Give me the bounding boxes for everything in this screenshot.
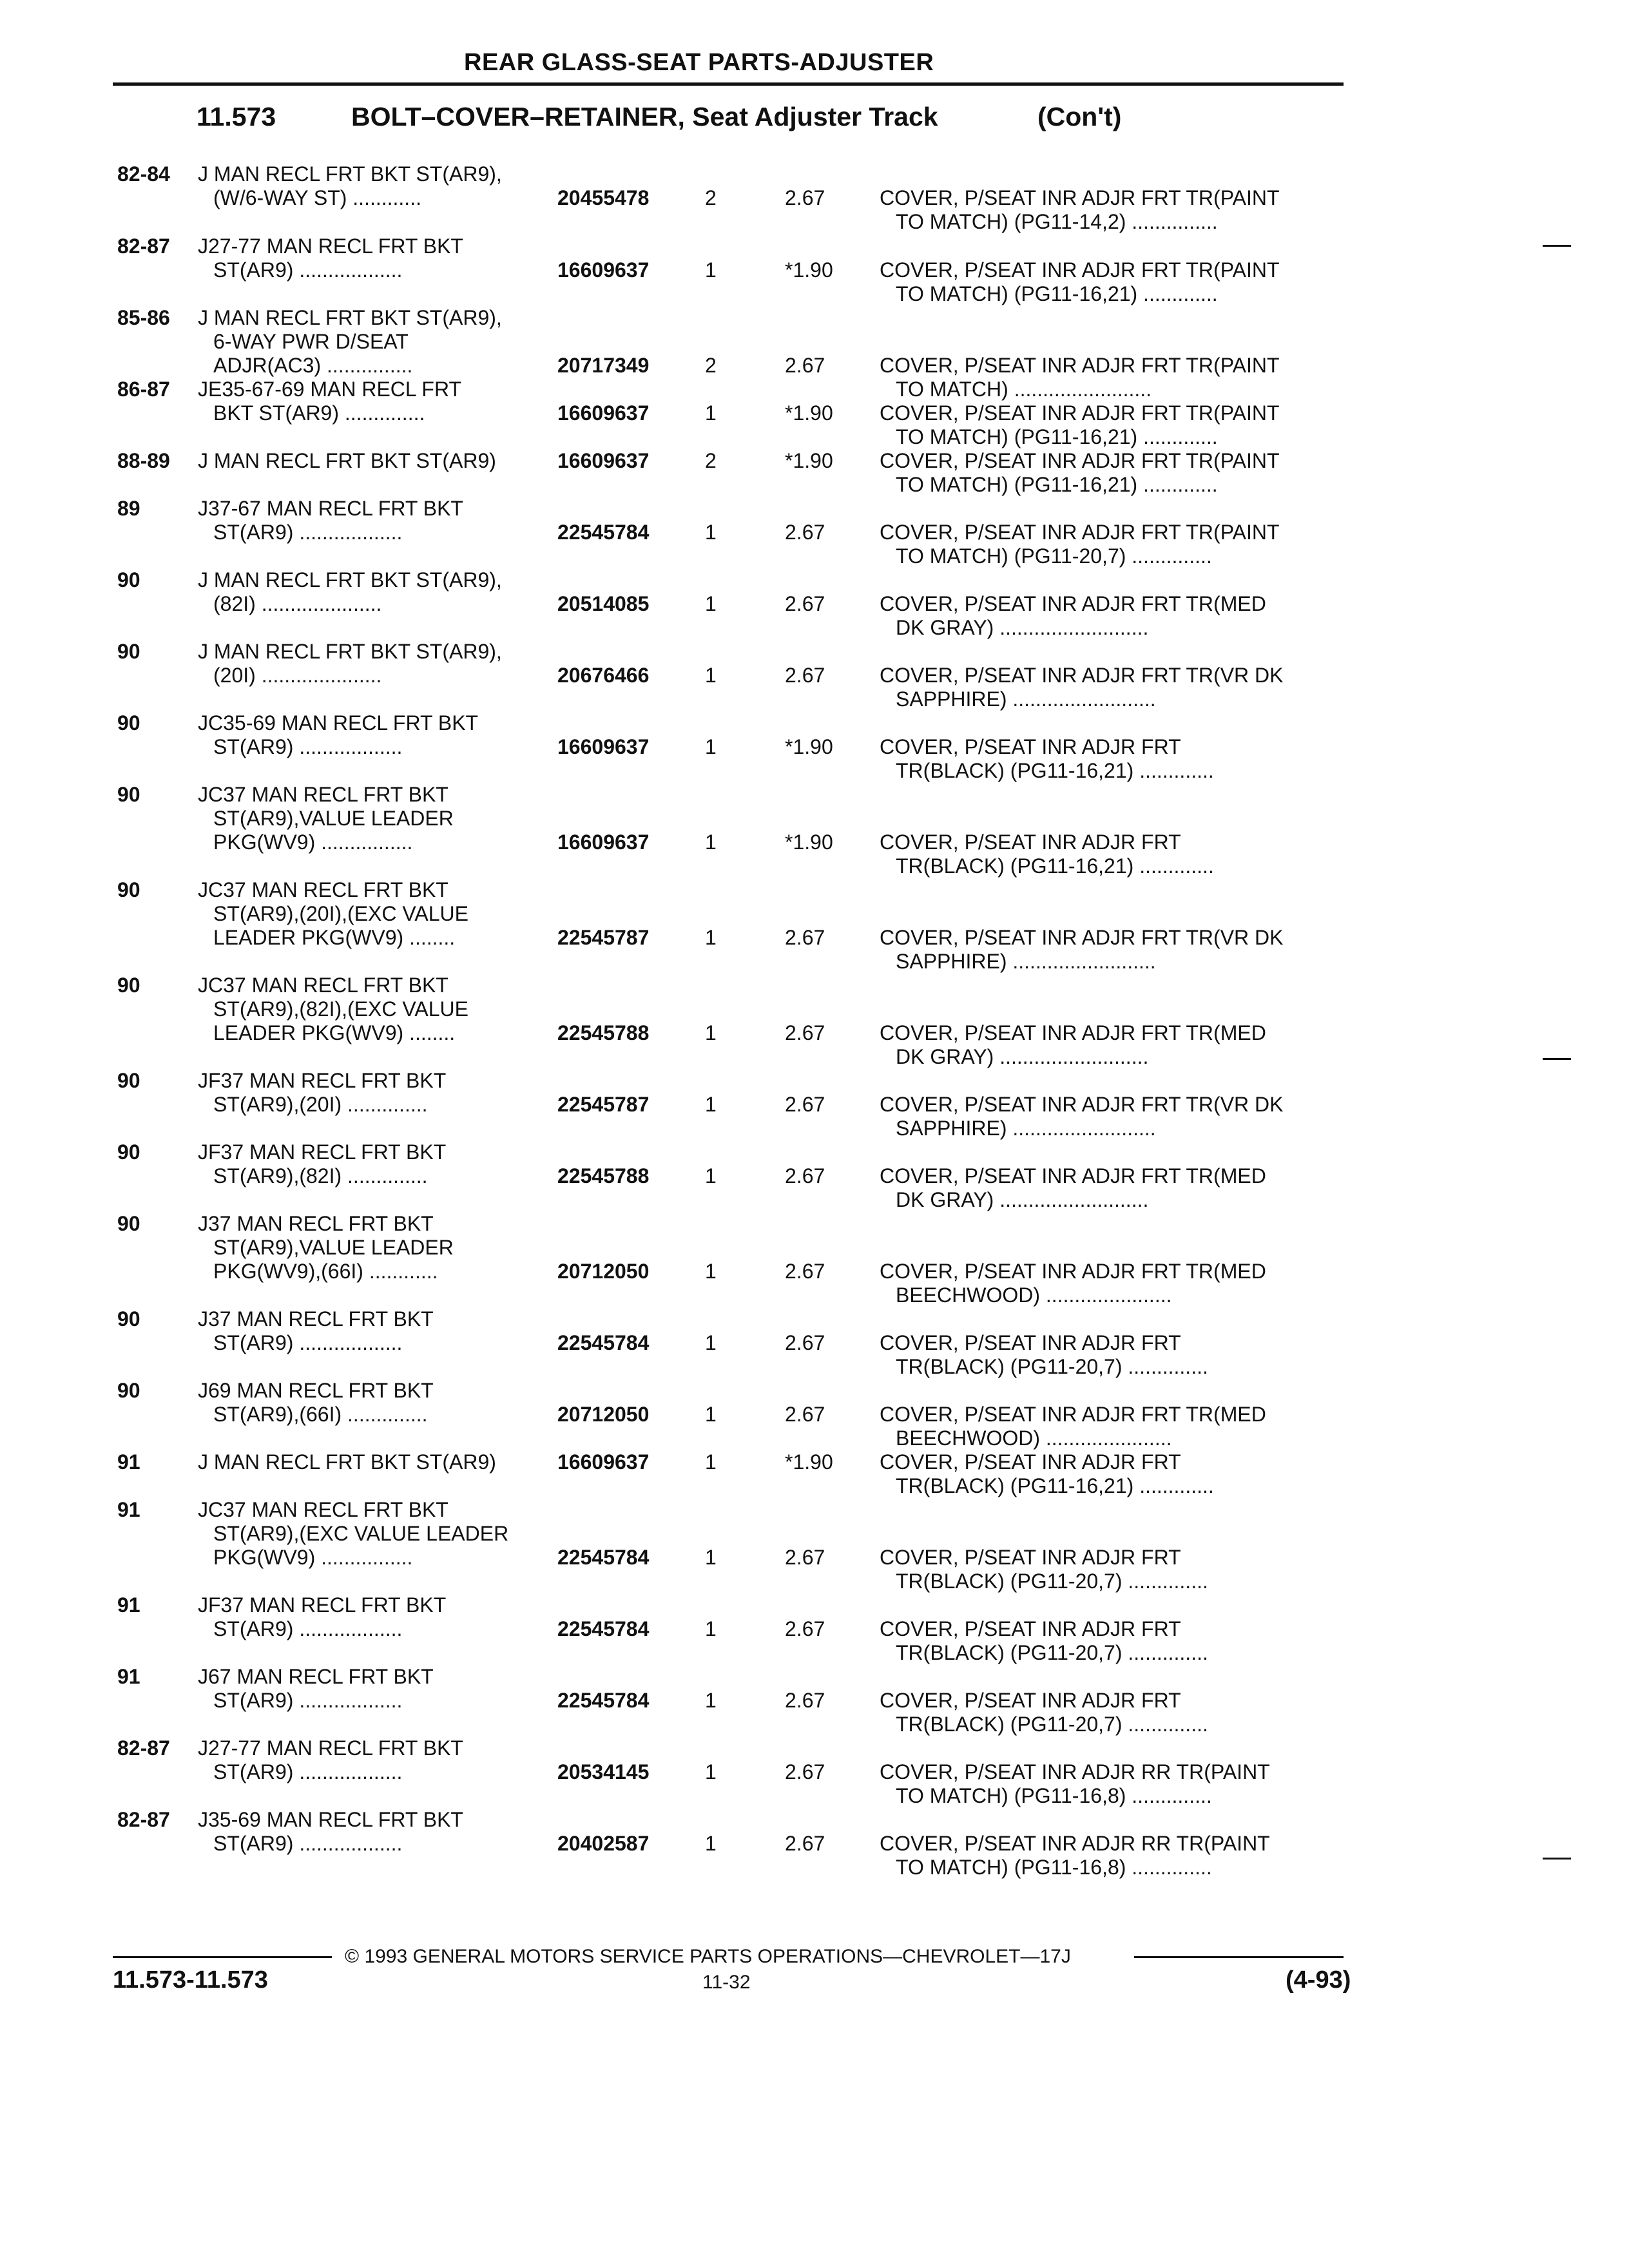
entry-quantity: 1 — [705, 1403, 717, 1426]
entry-description-line: ST(AR9),(20I),(EXC VALUE — [213, 902, 468, 925]
section-continued: (Con't) — [1037, 102, 1122, 131]
entry-part-number: 20455478 — [557, 186, 650, 209]
entry-cover-line: TO MATCH) (PG11-16,8) .............. — [896, 1856, 1212, 1879]
entry-quantity: 2 — [705, 186, 717, 209]
entry-quantity: 1 — [705, 926, 717, 949]
entry-description-line: PKG(WV9) ................ — [213, 1546, 413, 1569]
entry-description-line: (20I) ..................... — [213, 664, 382, 687]
entry-description-line: ST(AR9),(EXC VALUE LEADER — [213, 1522, 509, 1545]
entry-description-line: ST(AR9),(82I),(EXC VALUE — [213, 997, 468, 1021]
entry-description-line: LEADER PKG(WV9) ........ — [213, 926, 456, 949]
entry-price: *1.90 — [785, 1450, 833, 1474]
entry-description-line: PKG(WV9) ................ — [213, 831, 413, 854]
entry-description-line: JF37 MAN RECL FRT BKT — [198, 1069, 447, 1092]
entry-description-line: JC37 MAN RECL FRT BKT — [198, 1498, 448, 1521]
entry-quantity: 1 — [705, 1450, 717, 1474]
entry-years: 82-84 — [117, 162, 170, 186]
entry-cover-line: COVER, P/SEAT INR ADJR FRT TR(VR DK — [880, 926, 1284, 949]
entry-years: 91 — [117, 1450, 140, 1474]
entry-price: 2.67 — [785, 664, 825, 687]
entry-part-number: 22545784 — [557, 1617, 650, 1640]
entry-description-line: ST(AR9) .................. — [213, 521, 403, 544]
entry-cover-line: COVER, P/SEAT INR ADJR FRT TR(PAINT — [880, 354, 1280, 377]
margin-tick — [1543, 245, 1571, 247]
entry-cover-line: TR(BLACK) (PG11-20,7) .............. — [896, 1713, 1208, 1736]
margin-tick — [1543, 1858, 1571, 1860]
entry-part-number: 20402587 — [557, 1832, 650, 1855]
entry-quantity: 1 — [705, 258, 717, 282]
entry-cover-line: COVER, P/SEAT INR ADJR RR TR(PAINT — [880, 1832, 1270, 1855]
entry-quantity: 1 — [705, 1093, 717, 1116]
entry-part-number: 16609637 — [557, 831, 650, 854]
entry-description-line: J27-77 MAN RECL FRT BKT — [198, 1736, 463, 1760]
entry-cover-line: COVER, P/SEAT INR ADJR FRT — [880, 1546, 1181, 1569]
entry-quantity: 1 — [705, 1617, 717, 1640]
entry-part-number: 22545784 — [557, 1546, 650, 1569]
entry-quantity: 1 — [705, 1689, 717, 1712]
entry-price: *1.90 — [785, 449, 833, 472]
entry-years: 90 — [117, 1069, 140, 1092]
entry-description-line: ST(AR9) .................. — [213, 258, 403, 282]
entry-years: 82-87 — [117, 235, 170, 258]
entry-part-number: 22545784 — [557, 1689, 650, 1712]
entry-part-number: 22545784 — [557, 1331, 650, 1354]
margin-tick — [1543, 1058, 1571, 1060]
entry-quantity: 1 — [705, 735, 717, 758]
entry-part-number: 20712050 — [557, 1403, 650, 1426]
entry-description-line: JC37 MAN RECL FRT BKT — [198, 974, 448, 997]
entry-cover-line: COVER, P/SEAT INR ADJR FRT TR(MED — [880, 1403, 1266, 1426]
entry-years: 82-87 — [117, 1736, 170, 1760]
entry-cover-line: COVER, P/SEAT INR ADJR FRT TR(PAINT — [880, 521, 1280, 544]
entry-part-number: 22545788 — [557, 1021, 650, 1044]
entry-description-line: ST(AR9) .................. — [213, 1760, 403, 1783]
entry-cover-line: TO MATCH) (PG11-16,21) ............. — [896, 282, 1218, 305]
entry-cover-line: COVER, P/SEAT INR ADJR FRT TR(PAINT — [880, 401, 1280, 425]
entry-description-line: J35-69 MAN RECL FRT BKT — [198, 1808, 463, 1831]
entry-cover-line: TO MATCH) (PG11-20,7) .............. — [896, 544, 1212, 568]
entry-years: 90 — [117, 568, 140, 591]
entry-cover-line: SAPPHIRE) ......................... — [896, 950, 1156, 973]
entry-description-line: J37-67 MAN RECL FRT BKT — [198, 497, 463, 520]
page-title: REAR GLASS-SEAT PARTS-ADJUSTER — [464, 49, 934, 76]
entry-cover-line: COVER, P/SEAT INR ADJR FRT TR(MED — [880, 1164, 1266, 1187]
entry-years: 86-87 — [117, 378, 170, 401]
entry-part-number: 22545788 — [557, 1164, 650, 1187]
entry-cover-line: DK GRAY) .......................... — [896, 616, 1149, 639]
entry-years: 90 — [117, 1379, 140, 1402]
entry-cover-line: SAPPHIRE) ......................... — [896, 687, 1156, 711]
entry-cover-line: TO MATCH) (PG11-16,21) ............. — [896, 425, 1218, 448]
entry-years: 91 — [117, 1498, 140, 1521]
entry-description-line: JC35-69 MAN RECL FRT BKT — [198, 711, 479, 735]
entry-price: 2.67 — [785, 1760, 825, 1783]
entry-description-line: ST(AR9) .................. — [213, 1832, 403, 1855]
entry-cover-line: TO MATCH) (PG11-16,8) .............. — [896, 1784, 1212, 1807]
entry-part-number: 20534145 — [557, 1760, 650, 1783]
entry-cover-line: COVER, P/SEAT INR ADJR FRT TR(PAINT — [880, 449, 1280, 472]
footer-copyright: © 1993 GENERAL MOTORS SERVICE PARTS OPERATIONS—CHEVROLET—17J — [345, 1946, 1071, 1967]
entry-description-line: (82I) ..................... — [213, 592, 382, 615]
entry-cover-line: SAPPHIRE) ......................... — [896, 1117, 1156, 1140]
entry-price: 2.67 — [785, 354, 825, 377]
entry-description-line: ST(AR9),VALUE LEADER — [213, 807, 454, 830]
title-rule — [113, 82, 1344, 86]
entry-part-number: 22545787 — [557, 926, 650, 949]
entry-years: 90 — [117, 640, 140, 663]
entry-quantity: 1 — [705, 1164, 717, 1187]
entry-price: 2.67 — [785, 926, 825, 949]
entry-cover-line: COVER, P/SEAT INR ADJR FRT — [880, 1617, 1181, 1640]
entry-quantity: 2 — [705, 354, 717, 377]
entry-price: 2.67 — [785, 1093, 825, 1116]
entry-description-line: J MAN RECL FRT BKT ST(AR9), — [198, 640, 502, 663]
entry-years: 90 — [117, 878, 140, 901]
entry-cover-line: TR(BLACK) (PG11-20,7) .............. — [896, 1355, 1208, 1378]
entry-price: *1.90 — [785, 831, 833, 854]
entry-cover-line: TR(BLACK) (PG11-16,21) ............. — [896, 854, 1214, 878]
entry-price: 2.67 — [785, 1164, 825, 1187]
entry-years: 90 — [117, 974, 140, 997]
entry-quantity: 1 — [705, 1832, 717, 1855]
entry-quantity: 1 — [705, 521, 717, 544]
entry-cover-line: COVER, P/SEAT INR ADJR FRT TR(VR DK — [880, 664, 1284, 687]
entry-years: 90 — [117, 1307, 140, 1331]
entry-price: *1.90 — [785, 735, 833, 758]
entry-quantity: 1 — [705, 401, 717, 425]
entry-price: 2.67 — [785, 1832, 825, 1855]
entry-price: *1.90 — [785, 258, 833, 282]
entry-cover-line: TR(BLACK) (PG11-20,7) .............. — [896, 1570, 1208, 1593]
entry-description-line: ST(AR9),(66I) .............. — [213, 1403, 428, 1426]
entry-quantity: 1 — [705, 1021, 717, 1044]
entry-price: 2.67 — [785, 1331, 825, 1354]
entry-years: 91 — [117, 1665, 140, 1688]
entry-cover-line: COVER, P/SEAT INR ADJR FRT — [880, 831, 1181, 854]
entry-description-line: ST(AR9),(82I) .............. — [213, 1164, 428, 1187]
entry-price: 2.67 — [785, 1546, 825, 1569]
entry-quantity: 1 — [705, 831, 717, 854]
entry-description-line: J27-77 MAN RECL FRT BKT — [198, 235, 463, 258]
entry-cover-line: COVER, P/SEAT INR ADJR FRT — [880, 1331, 1181, 1354]
entry-description-line: J69 MAN RECL FRT BKT — [198, 1379, 434, 1402]
entry-cover-line: COVER, P/SEAT INR ADJR FRT TR(MED — [880, 592, 1266, 615]
entry-description-line: ST(AR9),(20I) .............. — [213, 1093, 428, 1116]
footer-rule-right — [1134, 1956, 1344, 1958]
entry-cover-line: TO MATCH) (PG11-14,2) ............... — [896, 210, 1218, 233]
entry-cover-line: TO MATCH) ........................ — [896, 378, 1152, 401]
entry-cover-line: DK GRAY) .......................... — [896, 1045, 1149, 1068]
entry-price: 2.67 — [785, 592, 825, 615]
entry-price: 2.67 — [785, 1617, 825, 1640]
entry-description-line: 6-WAY PWR D/SEAT — [213, 330, 409, 353]
entry-description-line: JC37 MAN RECL FRT BKT — [198, 878, 448, 901]
entry-price: 2.67 — [785, 1021, 825, 1044]
entry-part-number: 20676466 — [557, 664, 650, 687]
entry-description-line: ST(AR9),VALUE LEADER — [213, 1236, 454, 1259]
entry-cover-line: BEECHWOOD) ...................... — [896, 1283, 1172, 1307]
entry-quantity: 1 — [705, 1760, 717, 1783]
entry-cover-line: COVER, P/SEAT INR ADJR FRT TR(PAINT — [880, 186, 1280, 209]
entry-quantity: 1 — [705, 1331, 717, 1354]
entry-description-line: PKG(WV9),(66I) ............ — [213, 1260, 438, 1283]
entry-part-number: 16609637 — [557, 1450, 650, 1474]
entry-description-line: ST(AR9) .................. — [213, 1689, 403, 1712]
entry-years: 90 — [117, 1140, 140, 1164]
entry-description-line: J MAN RECL FRT BKT ST(AR9), — [198, 162, 502, 186]
entry-cover-line: COVER, P/SEAT INR ADJR FRT — [880, 1689, 1181, 1712]
entry-cover-line: COVER, P/SEAT INR ADJR FRT — [880, 735, 1181, 758]
entry-quantity: 1 — [705, 592, 717, 615]
footer-date: (4-93) — [1286, 1966, 1351, 1994]
entry-description-line: J37 MAN RECL FRT BKT — [198, 1212, 434, 1235]
section-title: BOLT–COVER–RETAINER, Seat Adjuster Track — [351, 102, 938, 131]
entry-price: 2.67 — [785, 1689, 825, 1712]
entry-years: 88-89 — [117, 449, 170, 472]
entry-years: 90 — [117, 783, 140, 806]
entry-cover-line: COVER, P/SEAT INR ADJR FRT TR(PAINT — [880, 258, 1280, 282]
entry-cover-line: TR(BLACK) (PG11-16,21) ............. — [896, 1474, 1214, 1497]
entry-price: 2.67 — [785, 521, 825, 544]
entry-description-line: ST(AR9) .................. — [213, 1617, 403, 1640]
entry-description-line: ST(AR9) .................. — [213, 735, 403, 758]
entry-cover-line: COVER, P/SEAT INR ADJR RR TR(PAINT — [880, 1760, 1270, 1783]
entry-description-line: (W/6-WAY ST) ............ — [213, 186, 421, 209]
entry-description-line: ADJR(AC3) ............... — [213, 354, 413, 377]
entry-description-line: J37 MAN RECL FRT BKT — [198, 1307, 434, 1331]
entry-description-line: JF37 MAN RECL FRT BKT — [198, 1140, 447, 1164]
entry-description-line: JC37 MAN RECL FRT BKT — [198, 783, 448, 806]
entry-part-number: 20717349 — [557, 354, 650, 377]
entry-part-number: 16609637 — [557, 258, 650, 282]
entry-part-number: 16609637 — [557, 449, 650, 472]
entry-price: 2.67 — [785, 1260, 825, 1283]
entry-description-line: ST(AR9) .................. — [213, 1331, 403, 1354]
footer-rule-left — [113, 1956, 332, 1958]
entry-cover-line: DK GRAY) .......................... — [896, 1188, 1149, 1211]
entry-cover-line: COVER, P/SEAT INR ADJR FRT TR(MED — [880, 1260, 1266, 1283]
entry-years: 82-87 — [117, 1808, 170, 1831]
entry-description-line: JF37 MAN RECL FRT BKT — [198, 1593, 447, 1617]
entry-cover-line: COVER, P/SEAT INR ADJR FRT TR(VR DK — [880, 1093, 1284, 1116]
entry-description-line: J67 MAN RECL FRT BKT — [198, 1665, 434, 1688]
entry-part-number: 22545787 — [557, 1093, 650, 1116]
entry-years: 91 — [117, 1593, 140, 1617]
entry-cover-line: TR(BLACK) (PG11-20,7) .............. — [896, 1641, 1208, 1664]
footer-page-number: 11-32 — [702, 1972, 751, 1993]
entry-description-line: BKT ST(AR9) .............. — [213, 401, 425, 425]
entry-price: *1.90 — [785, 401, 833, 425]
section-number: 11.573 — [197, 102, 276, 131]
entry-part-number: 16609637 — [557, 735, 650, 758]
entry-cover-line: COVER, P/SEAT INR ADJR FRT — [880, 1450, 1181, 1474]
entry-quantity: 1 — [705, 1260, 717, 1283]
entry-quantity: 2 — [705, 449, 717, 472]
entry-description-line: LEADER PKG(WV9) ........ — [213, 1021, 456, 1044]
entry-description-line: J MAN RECL FRT BKT ST(AR9), — [198, 568, 502, 591]
entry-years: 90 — [117, 711, 140, 735]
entry-part-number: 20712050 — [557, 1260, 650, 1283]
entry-years: 89 — [117, 497, 140, 520]
entry-description-line: J MAN RECL FRT BKT ST(AR9), — [198, 306, 502, 329]
entry-cover-line: TO MATCH) (PG11-16,21) ............. — [896, 473, 1218, 496]
entry-years: 85-86 — [117, 306, 170, 329]
entry-part-number: 22545784 — [557, 521, 650, 544]
entry-description-line: JE35-67-69 MAN RECL FRT — [198, 378, 462, 401]
entry-description-line: J MAN RECL FRT BKT ST(AR9) — [198, 1450, 496, 1474]
entry-description-line: J MAN RECL FRT BKT ST(AR9) — [198, 449, 496, 472]
entry-cover-line: BEECHWOOD) ...................... — [896, 1427, 1172, 1450]
entry-part-number: 20514085 — [557, 592, 650, 615]
entry-years: 90 — [117, 1212, 140, 1235]
entry-part-number: 16609637 — [557, 401, 650, 425]
entry-price: 2.67 — [785, 186, 825, 209]
entry-cover-line: COVER, P/SEAT INR ADJR FRT TR(MED — [880, 1021, 1266, 1044]
entry-quantity: 1 — [705, 664, 717, 687]
entry-price: 2.67 — [785, 1403, 825, 1426]
entry-cover-line: TR(BLACK) (PG11-16,21) ............. — [896, 759, 1214, 782]
entry-quantity: 1 — [705, 1546, 717, 1569]
footer-section-range: 11.573-11.573 — [113, 1966, 268, 1994]
